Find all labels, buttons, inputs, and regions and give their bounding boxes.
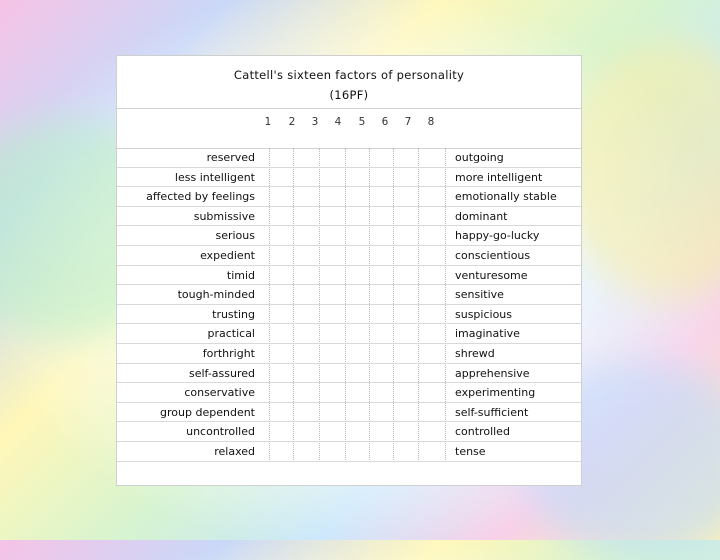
table-title: Cattell's sixteen factors of personality: [233, 68, 465, 82]
factor-row: [117, 226, 581, 246]
scale-number: 4: [334, 116, 342, 128]
high-trait-label: shrewd: [455, 347, 495, 360]
low-trait-label: reserved: [206, 151, 255, 164]
high-trait-label: imaginative: [455, 327, 520, 341]
factor-row: [117, 207, 581, 227]
scale-number: 3: [311, 116, 319, 128]
low-trait-label: forthright: [202, 347, 255, 360]
scale-number: 7: [404, 116, 412, 128]
factor-row: [117, 187, 581, 207]
low-trait-label: timid: [226, 268, 255, 282]
factor-row: [117, 266, 581, 286]
high-trait-label: experimenting: [455, 386, 536, 400]
factor-row: [117, 442, 581, 462]
factor-row: [117, 285, 581, 305]
personality-factors-table: [116, 55, 582, 486]
high-trait-label: emotionally stable: [455, 190, 557, 204]
factor-row: [117, 422, 581, 442]
high-trait-label: suspicious: [455, 307, 513, 321]
low-trait-label: relaxed: [214, 445, 255, 458]
scale-number: 2: [288, 116, 296, 128]
high-trait-label: controlled: [455, 425, 510, 439]
low-trait-label: affected by feelings: [146, 190, 255, 204]
low-trait-label: serious: [215, 229, 255, 243]
low-trait-label: less intelligent: [174, 170, 255, 184]
low-trait-label: expedient: [200, 249, 255, 262]
high-trait-label: apprehensive: [455, 366, 530, 380]
divider: [117, 108, 581, 109]
high-trait-label: self-sufficient: [455, 405, 529, 419]
high-trait-label: happy-go-lucky: [455, 229, 540, 243]
scale-number: 5: [358, 116, 366, 128]
factor-row: [117, 383, 581, 403]
low-trait-label: trusting: [212, 307, 255, 321]
high-trait-label: tense: [455, 445, 486, 458]
low-trait-label: tough-minded: [177, 288, 255, 302]
high-trait-label: conscientious: [455, 249, 531, 262]
low-trait-label: submissive: [193, 209, 255, 223]
low-trait-label: self-assured: [189, 366, 255, 380]
background-swirl: [560, 40, 720, 300]
factor-row: [117, 364, 581, 384]
factor-row: [117, 168, 581, 188]
low-trait-label: practical: [207, 327, 255, 341]
factor-row: [117, 246, 581, 266]
scale-number: 6: [381, 116, 389, 128]
factor-row: [117, 324, 581, 344]
factor-row: [117, 148, 581, 168]
high-trait-label: venturesome: [455, 268, 528, 282]
factor-row: [117, 344, 581, 364]
low-trait-label: uncontrolled: [186, 425, 255, 439]
factor-row: [117, 305, 581, 325]
high-trait-label: dominant: [455, 209, 508, 223]
scale-number: 8: [427, 116, 435, 128]
low-trait-label: group dependent: [160, 405, 255, 419]
factor-row: [117, 403, 581, 423]
high-trait-label: more intelligent: [455, 170, 543, 184]
table-subtitle: (16PF): [329, 88, 369, 102]
high-trait-label: outgoing: [455, 151, 504, 164]
scale-number: 1: [264, 116, 272, 128]
high-trait-label: sensitive: [455, 288, 504, 302]
low-trait-label: conservative: [184, 386, 255, 400]
row-divider: [117, 461, 581, 462]
